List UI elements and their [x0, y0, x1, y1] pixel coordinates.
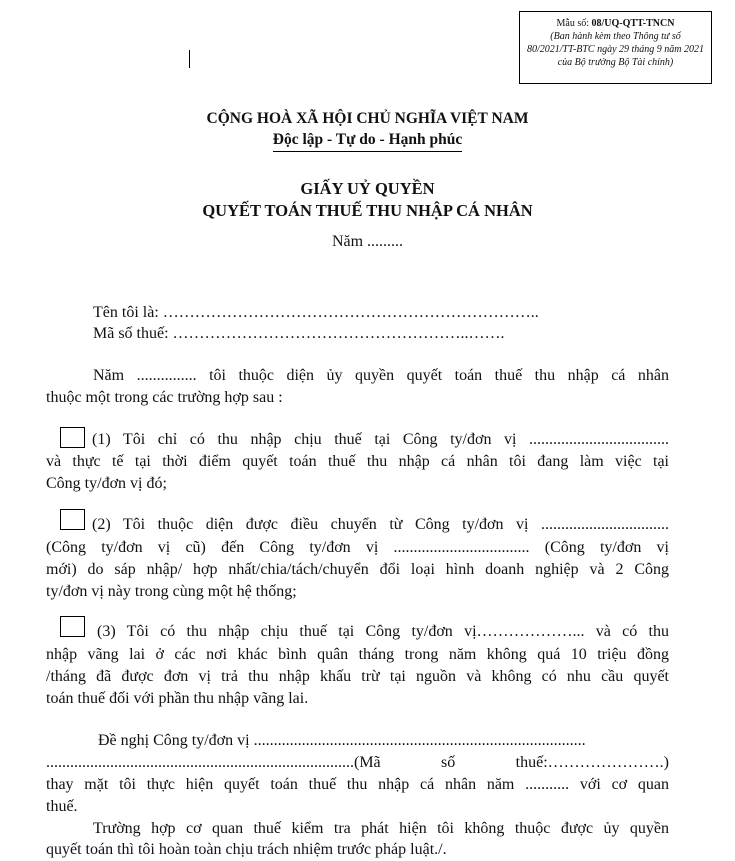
option-2-line-4: ty/đơn vị này trong cùng một hệ thống; — [46, 583, 297, 600]
form-number-box — [519, 11, 712, 84]
year-field: Năm ......... — [331, 233, 404, 250]
option-1-checkbox[interactable] — [60, 427, 85, 448]
option-2-line-1: (2) Tôi thuộc diện được điều chuyển từ Công ty/đơn vị ................................ — [92, 516, 669, 533]
request-line-6: quyết toán thì tôi hoàn toàn chịu trách nhiệm trước pháp luật./. — [46, 841, 447, 858]
option-3-line-4: toán thuế đối với phần thu nhập vãng lai. — [46, 690, 309, 707]
option-3-line-1: (3) Tôi có thu nhập chịu thuế tại Công ty/đơn vị………………... và có thu — [97, 623, 669, 640]
request-line-4: thuế. — [46, 798, 78, 815]
text-cursor — [189, 50, 190, 68]
option-2-checkbox[interactable] — [60, 509, 85, 530]
name-field: Tên tôi là: …………………………………………………………….. — [93, 304, 539, 321]
form-issuance-note: (Ban hành kèm theo Thông tư số 80/2021/TT-BTC ngày 29 tháng 9 năm 2021 của Bộ trưởng Bộ Tài chính) — [526, 31, 705, 68]
document-title: GIẤY UỶ QUYỀN — [300, 179, 435, 198]
form-number-label: Mẫu số: — [556, 18, 589, 29]
request-line-1: Đề nghị Công ty/đơn vị ................................................................................... — [98, 732, 586, 749]
option-2-line-2: (Công ty/đơn vị cũ) đến Công ty/đơn vị .................................. (Công ty/đơn vị — [46, 539, 669, 556]
option-3-checkbox[interactable] — [60, 616, 85, 637]
form-number-code: 08/UQ-QTT-TNCN — [591, 18, 675, 29]
intro-line-2: thuộc một trong các trường hợp sau : — [46, 389, 283, 406]
option-3-line-3: /tháng đã được đơn vị trả thu nhập khấu trừ tại nguồn và không có nhu cầu quyết — [46, 668, 669, 685]
motto-heading: Độc lập - Tự do - Hạnh phúc — [273, 131, 462, 152]
option-1-line-2: và thực tế tại thời điểm quyết toán thuế thu nhập cá nhân tôi đang làm việc tại — [46, 453, 669, 470]
option-3-line-2: nhập vãng lai ở các nơi khác bình quân tháng trong năm không quá 10 triệu đồng — [46, 646, 669, 663]
tax-code-field: Mã số thuế: ………………………………………………..……. — [93, 325, 505, 342]
request-line-2: .............................................................................(Mã số thuế:………………….) — [46, 754, 669, 771]
option-1-line-3: Công ty/đơn vị đó; — [46, 475, 167, 492]
option-1-line-1: (1) Tôi chỉ có thu nhập chịu thuế tại Công ty/đơn vị ................................... — [92, 431, 669, 448]
request-line-3: thay mặt tôi thực hiện quyết toán thuế thu nhập cá nhân năm ........... với cơ quan — [46, 776, 669, 793]
request-line-5: Trường hợp cơ quan thuế kiểm tra phát hiện tôi không thuộc được ủy quyền — [93, 820, 669, 837]
option-2-line-3: mới) do sáp nhập/ hợp nhất/chia/tách/chuyển đổi loại hình doanh nghiệp và 2 Công — [46, 561, 669, 578]
document-subtitle: QUYẾT TOÁN THUẾ THU NHẬP CÁ NHÂN — [202, 201, 533, 220]
nation-heading: CỘNG HOÀ XÃ HỘI CHỦ NGHĨA VIỆT NAM — [206, 110, 529, 127]
intro-line-1: Năm ............... tôi thuộc diện ủy quyền quyết toán thuế thu nhập cá nhân — [93, 367, 669, 384]
